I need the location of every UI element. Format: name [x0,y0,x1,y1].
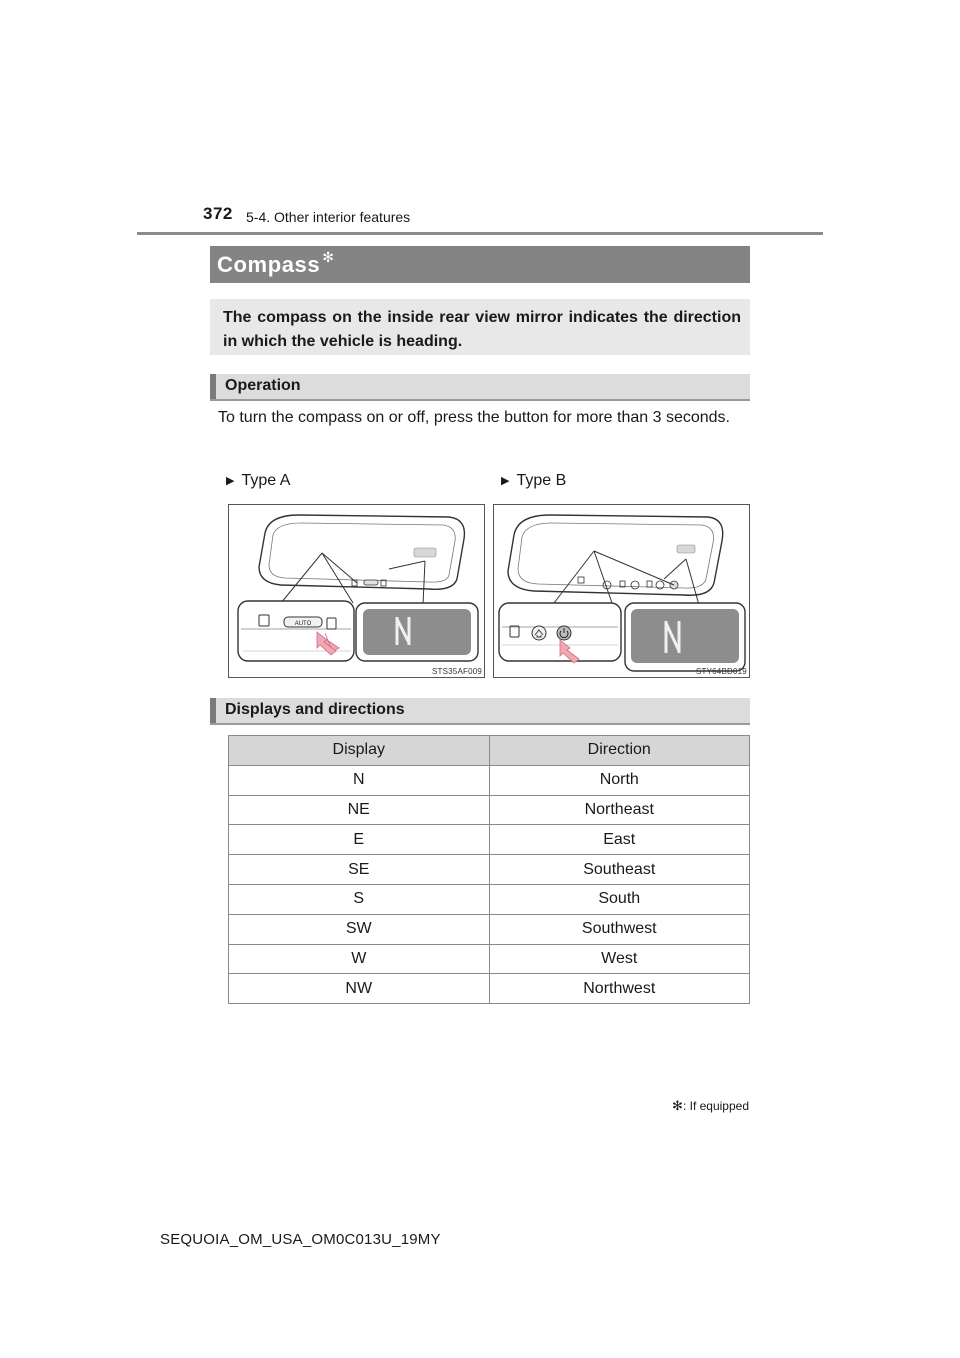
operation-text: To turn the compass on or off, press the button for more than 3 seconds. [218,409,730,426]
page-title [217,249,335,278]
direction-cell: West [489,944,750,974]
type-a-label [226,472,290,490]
table-row [229,884,750,914]
triangle-arrow-icon: ▶ [501,475,510,487]
display-cell: SW [229,914,490,944]
figure-type-a [228,504,485,678]
table-row [229,914,750,944]
document-code: SEQUOIA_OM_USA_OM0C013U_19MY [160,1231,441,1248]
figure-type-b [493,504,750,678]
footnote-text: : If equipped [682,1099,749,1113]
table-header-row [229,736,750,766]
table-row [229,855,750,885]
table-row [229,825,750,855]
page-title-text: Compass [217,252,321,277]
direction-cell: Northeast [489,795,750,825]
figure-b-code: STY64BD019 [696,667,747,676]
direction-cell: Northwest [489,974,750,1004]
type-a-label-text: Type A [241,472,291,489]
mirror-type-a-illustration [229,505,486,679]
intro-box [210,299,750,355]
direction-cell: South [489,884,750,914]
display-cell: E [229,825,490,855]
display-cell: SE [229,855,490,885]
displays-heading-bar [210,698,750,723]
triangle-arrow-icon: ▶ [226,475,235,487]
table-row [229,974,750,1004]
direction-cell: Southeast [489,855,750,885]
equipped-star-icon: ✻ [322,249,335,265]
equipped-star-icon: ✻ [672,1098,683,1113]
table-row [229,765,750,795]
mirror-type-b-illustration [494,505,751,679]
footnote [600,1098,749,1114]
operation-heading: Operation [225,377,301,394]
display-cell: NW [229,974,490,1004]
section-label: 5-4. Other interior features [246,209,411,225]
type-b-label [501,472,566,490]
page-number: 372 [203,204,233,223]
direction-cell: East [489,825,750,855]
table-row [229,795,750,825]
displays-heading: Displays and directions [225,701,405,718]
auto-button-label: AUTO [294,621,312,627]
directions-table [228,735,750,1004]
operation-heading-bar [210,374,750,399]
header-rule [137,232,823,235]
figure-a-code: STS35AF009 [432,667,483,676]
display-cell: NE [229,795,490,825]
direction-cell: Southwest [489,914,750,944]
table-row [229,944,750,974]
display-cell: S [229,884,490,914]
title-bar [210,246,750,283]
intro-text: The compass on the inside rear view mirror indicates the direction in which the vehicle is heading. [223,309,741,350]
column-header: Direction [489,736,750,766]
direction-cell: North [489,765,750,795]
display-cell: N [229,765,490,795]
type-b-label-text: Type B [516,472,567,489]
column-header: Display [229,736,490,766]
display-cell: W [229,944,490,974]
